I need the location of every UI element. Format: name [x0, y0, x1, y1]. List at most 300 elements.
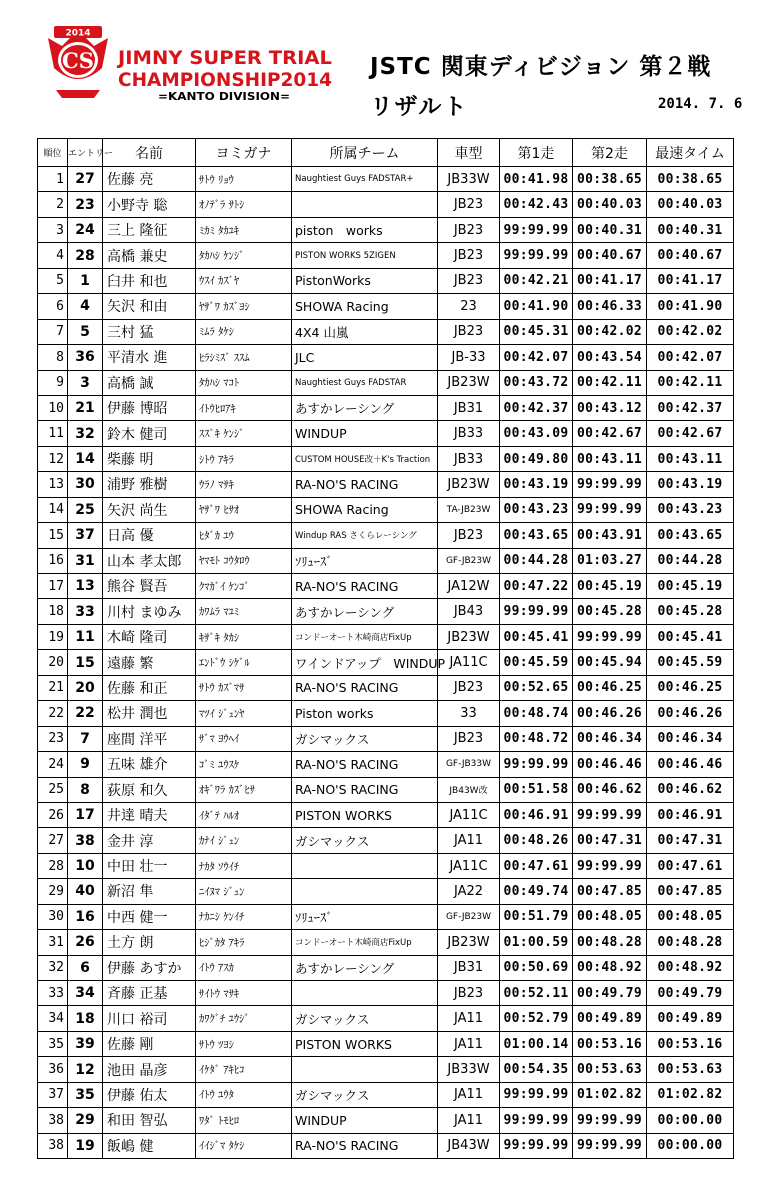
emblem-letters: CS — [62, 48, 94, 73]
car-cell: JB23 — [438, 268, 500, 293]
name-cell: 佐藤 亮 — [103, 167, 196, 192]
run1-cell: 00:47.22 — [500, 574, 573, 599]
car-cell: JB43 — [438, 599, 500, 624]
entry-cell: 9 — [68, 752, 103, 777]
run2-cell: 00:49.89 — [573, 1006, 647, 1031]
run2-cell: 00:47.85 — [573, 879, 647, 904]
team-cell: あすかレーシング — [292, 955, 438, 980]
team-cell: Naughtiest Guys FADSTAR — [292, 370, 438, 395]
best-cell: 00:47.85 — [647, 879, 734, 904]
entry-cell: 19 — [68, 1133, 103, 1158]
run2-cell: 00:47.31 — [573, 828, 647, 853]
kana-cell: ﾏﾂｲ ｼﾞｭﾝﾔ — [196, 701, 292, 726]
rank-cell: 14 — [38, 497, 68, 522]
best-cell: 00:45.28 — [647, 599, 734, 624]
rank-cell: 10 — [38, 395, 68, 420]
run1-cell: 00:44.28 — [500, 548, 573, 573]
table-row — [38, 243, 734, 268]
team-cell: CUSTOM HOUSE改＋K's Traction — [292, 446, 438, 471]
run2-cell: 00:48.05 — [573, 904, 647, 929]
best-cell: 00:40.03 — [647, 192, 734, 217]
run1-cell: 00:41.90 — [500, 294, 573, 319]
rank-cell: 6 — [38, 294, 68, 319]
name-cell: 平清水 進 — [103, 345, 196, 370]
table-row — [38, 1057, 734, 1082]
run2-cell: 99:99.99 — [573, 1133, 647, 1158]
run1-cell: 00:42.21 — [500, 268, 573, 293]
kana-cell: ｵｷﾞﾜﾗ ｶｽﾞﾋｻ — [196, 777, 292, 802]
table-row — [38, 879, 734, 904]
kana-cell: ｻﾄｳ ﾂﾖｼ — [196, 1031, 292, 1056]
run1-cell: 00:45.59 — [500, 650, 573, 675]
name-cell: 小野寺 聡 — [103, 192, 196, 217]
name-cell: 柴藤 明 — [103, 446, 196, 471]
team-cell: PISTON WORKS 5ZIGEN — [292, 243, 438, 268]
entry-cell: 25 — [68, 497, 103, 522]
entry-cell: 39 — [68, 1031, 103, 1056]
entry-cell: 20 — [68, 675, 103, 700]
rank-cell: 33 — [38, 981, 68, 1006]
kana-cell: ｳﾗﾉ ﾏｻｷ — [196, 472, 292, 497]
name-cell: 中西 健一 — [103, 904, 196, 929]
run2-cell: 00:45.94 — [573, 650, 647, 675]
car-cell: JA11C — [438, 802, 500, 827]
table-row — [38, 523, 734, 548]
rank-cell: 2 — [38, 192, 68, 217]
car-cell: JB23 — [438, 981, 500, 1006]
kana-cell: ｽｽﾞｷ ｹﾝｼﾞ — [196, 421, 292, 446]
name-cell: 山本 孝太郎 — [103, 548, 196, 573]
col-name-header: 名前 — [103, 139, 196, 167]
team-cell — [292, 981, 438, 1006]
team-cell: SHOWA Racing — [292, 497, 438, 522]
name-cell: 佐藤 和正 — [103, 675, 196, 700]
kana-cell: ｲﾄｳﾋﾛｱｷ — [196, 395, 292, 420]
team-cell: RA-NO'S RACING — [292, 1133, 438, 1158]
run1-cell: 00:48.26 — [500, 828, 573, 853]
table-row — [38, 192, 734, 217]
entry-cell: 30 — [68, 472, 103, 497]
rank-cell: 4 — [38, 243, 68, 268]
best-cell: 00:42.37 — [647, 395, 734, 420]
kana-cell: ｻｲﾄｳ ﾏｻｷ — [196, 981, 292, 1006]
kana-cell: ﾅｶﾀ ｿｳｲﾁ — [196, 853, 292, 878]
table-row — [38, 981, 734, 1006]
car-cell: JA11C — [438, 650, 500, 675]
run1-cell: 00:43.09 — [500, 421, 573, 446]
kana-cell: ﾐｶﾐ ﾀｶﾕｷ — [196, 217, 292, 242]
car-cell: JB23 — [438, 675, 500, 700]
kana-cell: ﾐﾑﾗ ﾀｹｼ — [196, 319, 292, 344]
team-cell: WINDUP — [292, 421, 438, 446]
table-row — [38, 1031, 734, 1056]
best-cell: 00:53.63 — [647, 1057, 734, 1082]
entry-cell: 15 — [68, 650, 103, 675]
table-row — [38, 472, 734, 497]
name-cell: 三上 隆征 — [103, 217, 196, 242]
run1-cell: 00:49.80 — [500, 446, 573, 471]
rank-cell: 30 — [38, 904, 68, 929]
team-cell: ｿﾘｭｰｽﾞ — [292, 548, 438, 573]
best-cell: 00:43.23 — [647, 497, 734, 522]
kana-cell: ｲﾄｳ ﾕｳﾀ — [196, 1082, 292, 1107]
rank-cell: 26 — [38, 802, 68, 827]
run2-cell: 99:99.99 — [573, 802, 647, 827]
rank-cell: 34 — [38, 1006, 68, 1031]
entry-cell: 8 — [68, 777, 103, 802]
car-cell: GF-JB23W — [438, 904, 500, 929]
entry-cell: 36 — [68, 345, 103, 370]
run2-cell: 00:48.92 — [573, 955, 647, 980]
run2-cell: 00:46.62 — [573, 777, 647, 802]
best-cell: 00:46.34 — [647, 726, 734, 751]
kana-cell: ｴﾝﾄﾞｳ ｼｹﾞﾙ — [196, 650, 292, 675]
entry-cell: 4 — [68, 294, 103, 319]
best-cell: 00:42.67 — [647, 421, 734, 446]
entry-cell: 11 — [68, 624, 103, 649]
team-cell: 4X4 山嵐 — [292, 319, 438, 344]
run2-cell: 00:40.03 — [573, 192, 647, 217]
car-cell: JB23 — [438, 243, 500, 268]
entry-cell: 31 — [68, 548, 103, 573]
car-cell: JB23 — [438, 523, 500, 548]
team-cell: RA-NO'S RACING — [292, 574, 438, 599]
car-cell: JA11 — [438, 828, 500, 853]
best-cell: 00:42.11 — [647, 370, 734, 395]
team-cell: Naughtiest Guys FADSTAR+ — [292, 167, 438, 192]
run2-cell: 00:42.67 — [573, 421, 647, 446]
kana-cell: ﾜﾀﾞ ﾄﾓﾋﾛ — [196, 1108, 292, 1133]
team-cell: RA-NO'S RACING — [292, 675, 438, 700]
best-cell: 00:43.19 — [647, 472, 734, 497]
team-cell — [292, 192, 438, 217]
rank-cell: 13 — [38, 472, 68, 497]
run2-cell: 99:99.99 — [573, 624, 647, 649]
col-run1-header: 第1走 — [500, 139, 573, 167]
team-cell: あすかレーシング — [292, 395, 438, 420]
table-row — [38, 599, 734, 624]
entry-cell: 3 — [68, 370, 103, 395]
name-cell: 高橋 兼史 — [103, 243, 196, 268]
kana-cell: ｲｲｼﾞﾏ ﾀｹｼ — [196, 1133, 292, 1158]
page-subtitle: リザルト — [370, 94, 469, 120]
best-cell: 00:42.02 — [647, 319, 734, 344]
best-cell: 00:48.92 — [647, 955, 734, 980]
car-cell: JB33W — [438, 1057, 500, 1082]
run1-cell: 00:43.19 — [500, 472, 573, 497]
team-cell: ガシマックス — [292, 726, 438, 751]
entry-cell: 26 — [68, 930, 103, 955]
run2-cell: 00:43.12 — [573, 395, 647, 420]
table-row — [38, 1108, 734, 1133]
car-cell: 33 — [438, 701, 500, 726]
run1-cell: 00:50.69 — [500, 955, 573, 980]
run2-cell: 00:38.65 — [573, 167, 647, 192]
name-cell: 臼井 和也 — [103, 268, 196, 293]
run2-cell: 00:46.46 — [573, 752, 647, 777]
rank-cell: 38 — [38, 1133, 68, 1158]
results-table — [37, 138, 734, 1159]
best-cell: 00:46.46 — [647, 752, 734, 777]
kana-cell: ﾀｶﾊｼ ｹﾝｼﾞ — [196, 243, 292, 268]
col-team-header: 所属チーム — [292, 139, 438, 167]
rank-cell: 17 — [38, 574, 68, 599]
rank-cell: 36 — [38, 1057, 68, 1082]
best-cell: 00:47.61 — [647, 853, 734, 878]
entry-cell: 24 — [68, 217, 103, 242]
team-cell: コンドーオート木崎商店FixUp — [292, 624, 438, 649]
rank-cell: 18 — [38, 599, 68, 624]
entry-cell: 23 — [68, 192, 103, 217]
table-row — [38, 930, 734, 955]
run1-cell: 99:99.99 — [500, 243, 573, 268]
rank-cell: 8 — [38, 345, 68, 370]
car-cell: JB33 — [438, 421, 500, 446]
kana-cell: ﾋﾗｼﾐｽﾞ ｽｽﾑ — [196, 345, 292, 370]
name-cell: 井達 晴夫 — [103, 802, 196, 827]
table-row — [38, 1006, 734, 1031]
run1-cell: 00:52.11 — [500, 981, 573, 1006]
run1-cell: 99:99.99 — [500, 1082, 573, 1107]
table-row — [38, 650, 734, 675]
rank-cell: 31 — [38, 930, 68, 955]
run2-cell: 00:46.25 — [573, 675, 647, 700]
kana-cell: ｵﾉﾃﾞﾗ ｻﾄｼ — [196, 192, 292, 217]
run2-cell: 00:40.31 — [573, 217, 647, 242]
entry-cell: 18 — [68, 1006, 103, 1031]
name-cell: 土方 朗 — [103, 930, 196, 955]
run2-cell: 00:42.02 — [573, 319, 647, 344]
team-cell: SHOWA Racing — [292, 294, 438, 319]
table-row — [38, 395, 734, 420]
best-cell: 00:41.17 — [647, 268, 734, 293]
rank-cell: 25 — [38, 777, 68, 802]
table-row — [38, 675, 734, 700]
best-cell: 00:43.65 — [647, 523, 734, 548]
car-cell: JB23 — [438, 192, 500, 217]
entry-cell: 12 — [68, 1057, 103, 1082]
car-cell: JA22 — [438, 879, 500, 904]
run1-cell: 00:42.43 — [500, 192, 573, 217]
kana-cell: ｶﾜﾑﾗ ﾏﾕﾐ — [196, 599, 292, 624]
best-cell: 00:44.28 — [647, 548, 734, 573]
entry-cell: 6 — [68, 955, 103, 980]
event-logo — [40, 20, 340, 120]
kana-cell: ｳｽｲ ｶｽﾞﾔ — [196, 268, 292, 293]
kana-cell: ﾔｻﾞﾜ ｶｽﾞﾖｼ — [196, 294, 292, 319]
run1-cell: 01:00.14 — [500, 1031, 573, 1056]
best-cell: 00:45.41 — [647, 624, 734, 649]
table-row — [38, 828, 734, 853]
best-cell: 00:46.26 — [647, 701, 734, 726]
kana-cell: ｶﾜｸﾞﾁ ﾕｳｼﾞ — [196, 1006, 292, 1031]
table-row — [38, 268, 734, 293]
run1-cell: 99:99.99 — [500, 752, 573, 777]
team-cell: Piston works — [292, 701, 438, 726]
best-cell: 01:02.82 — [647, 1082, 734, 1107]
kana-cell: ﾆｲﾇﾏ ｼﾞｭﾝ — [196, 879, 292, 904]
entry-cell: 17 — [68, 802, 103, 827]
table-row — [38, 904, 734, 929]
entry-cell: 29 — [68, 1108, 103, 1133]
rank-cell: 23 — [38, 726, 68, 751]
car-cell: JB23W — [438, 370, 500, 395]
run2-cell: 00:41.17 — [573, 268, 647, 293]
rank-cell: 11 — [38, 421, 68, 446]
name-cell: 池田 晶彦 — [103, 1057, 196, 1082]
run1-cell: 00:41.98 — [500, 167, 573, 192]
name-cell: 新沼 隼 — [103, 879, 196, 904]
name-cell: 川村 まゆみ — [103, 599, 196, 624]
name-cell: 遠藤 繁 — [103, 650, 196, 675]
team-cell: PISTON WORKS — [292, 1031, 438, 1056]
entry-cell: 7 — [68, 726, 103, 751]
col-rank-header: 順位 — [38, 139, 68, 167]
run2-cell: 00:46.34 — [573, 726, 647, 751]
run1-cell: 00:43.72 — [500, 370, 573, 395]
car-cell: JB23 — [438, 319, 500, 344]
rank-cell: 38 — [38, 1108, 68, 1133]
run2-cell: 00:45.19 — [573, 574, 647, 599]
rank-cell: 5 — [38, 268, 68, 293]
name-cell: 日高 優 — [103, 523, 196, 548]
entry-cell: 35 — [68, 1082, 103, 1107]
kana-cell: ｶﾅｲ ｼﾞｭﾝ — [196, 828, 292, 853]
table-row — [38, 624, 734, 649]
name-cell: 伊藤 博昭 — [103, 395, 196, 420]
kana-cell: ｼﾄｳ ｱｷﾗ — [196, 446, 292, 471]
rank-cell: 32 — [38, 955, 68, 980]
run2-cell: 00:49.79 — [573, 981, 647, 1006]
best-cell: 00:38.65 — [647, 167, 734, 192]
team-cell: ガシマックス — [292, 1082, 438, 1107]
best-cell: 00:46.91 — [647, 802, 734, 827]
team-cell: RA-NO'S RACING — [292, 472, 438, 497]
kana-cell: ｷｻﾞｷ ﾀｶｼ — [196, 624, 292, 649]
name-cell: 荻原 和久 — [103, 777, 196, 802]
entry-cell: 38 — [68, 828, 103, 853]
entry-cell: 5 — [68, 319, 103, 344]
run2-cell: 01:02.82 — [573, 1082, 647, 1107]
table-row — [38, 701, 734, 726]
kana-cell: ｲﾀﾞﾃ ﾊﾙｵ — [196, 802, 292, 827]
run1-cell: 00:52.65 — [500, 675, 573, 700]
kana-cell: ﾋｼﾞｶﾀ ｱｷﾗ — [196, 930, 292, 955]
year-badge: 2014 — [65, 28, 91, 39]
best-cell: 00:46.62 — [647, 777, 734, 802]
run1-cell: 00:43.65 — [500, 523, 573, 548]
table-row — [38, 726, 734, 751]
car-cell: JA11 — [438, 1031, 500, 1056]
table-row — [38, 446, 734, 471]
col-entry-header: エントリー — [68, 139, 103, 167]
run1-cell: 00:45.41 — [500, 624, 573, 649]
col-car-header: 車型 — [438, 139, 500, 167]
car-cell: TA-JB23W — [438, 497, 500, 522]
car-cell: JB23W — [438, 930, 500, 955]
name-cell: 伊藤 佑太 — [103, 1082, 196, 1107]
team-cell: コンドーオート木崎商店FixUp — [292, 930, 438, 955]
kana-cell: ｻﾄｳ ﾘｮｳ — [196, 167, 292, 192]
team-cell: WINDUP — [292, 1108, 438, 1133]
rank-cell: 16 — [38, 548, 68, 573]
table-row — [38, 853, 734, 878]
table-row — [38, 777, 734, 802]
results-body — [38, 167, 734, 1159]
name-cell: 五味 雄介 — [103, 752, 196, 777]
entry-cell: 32 — [68, 421, 103, 446]
run2-cell: 00:46.26 — [573, 701, 647, 726]
name-cell: 佐藤 剛 — [103, 1031, 196, 1056]
run2-cell: 99:99.99 — [573, 1108, 647, 1133]
best-cell: 00:49.89 — [647, 1006, 734, 1031]
run2-cell: 99:99.99 — [573, 853, 647, 878]
run1-cell: 99:99.99 — [500, 217, 573, 242]
run2-cell: 00:43.11 — [573, 446, 647, 471]
team-cell — [292, 879, 438, 904]
run2-cell: 00:48.28 — [573, 930, 647, 955]
entry-cell: 21 — [68, 395, 103, 420]
car-cell: JA11C — [438, 853, 500, 878]
table-row — [38, 167, 734, 192]
best-cell: 00:42.07 — [647, 345, 734, 370]
car-cell: GF-JB33W — [438, 752, 500, 777]
run1-cell: 01:00.59 — [500, 930, 573, 955]
event-date: 2014. 7. 6 — [658, 96, 743, 112]
car-cell: JA11 — [438, 1108, 500, 1133]
car-cell: JB33 — [438, 446, 500, 471]
entry-cell: 13 — [68, 574, 103, 599]
car-cell: JB23 — [438, 217, 500, 242]
kana-cell: ﾅｶﾆｼ ｹﾝｲﾁ — [196, 904, 292, 929]
car-cell: 23 — [438, 294, 500, 319]
name-cell: 斉藤 正基 — [103, 981, 196, 1006]
name-cell: 矢沢 尚生 — [103, 497, 196, 522]
run2-cell: 00:45.28 — [573, 599, 647, 624]
car-cell: JA11 — [438, 1082, 500, 1107]
rank-cell: 1 — [38, 167, 68, 192]
run1-cell: 00:45.31 — [500, 319, 573, 344]
team-cell: piston works — [292, 217, 438, 242]
run1-cell: 00:46.91 — [500, 802, 573, 827]
kana-cell: ｻﾄｳ ｶｽﾞﾏｻ — [196, 675, 292, 700]
kana-cell: ｸﾏｶﾞｲ ｹﾝｺﾞ — [196, 574, 292, 599]
col-run2-header: 第2走 — [573, 139, 647, 167]
entry-cell: 37 — [68, 523, 103, 548]
team-cell: Windup RAS さくらレーシング — [292, 523, 438, 548]
run1-cell: 00:49.74 — [500, 879, 573, 904]
page-title: JSTC 関東ディビジョン 第２戦 — [370, 54, 712, 80]
name-cell: 熊谷 賢吾 — [103, 574, 196, 599]
rank-cell: 9 — [38, 370, 68, 395]
best-cell: 00:40.31 — [647, 217, 734, 242]
rank-cell: 35 — [38, 1031, 68, 1056]
entry-cell: 16 — [68, 904, 103, 929]
team-cell: RA-NO'S RACING — [292, 752, 438, 777]
best-cell: 00:48.05 — [647, 904, 734, 929]
rank-cell: 24 — [38, 752, 68, 777]
name-cell: 伊藤 あすか — [103, 955, 196, 980]
emblem — [48, 26, 108, 98]
run2-cell: 00:53.63 — [573, 1057, 647, 1082]
team-cell: ｿﾘｭｰｽﾞ — [292, 904, 438, 929]
rank-cell: 15 — [38, 523, 68, 548]
rank-cell: 19 — [38, 624, 68, 649]
run2-cell: 99:99.99 — [573, 472, 647, 497]
name-cell: 川口 裕司 — [103, 1006, 196, 1031]
entry-cell: 33 — [68, 599, 103, 624]
table-row — [38, 294, 734, 319]
